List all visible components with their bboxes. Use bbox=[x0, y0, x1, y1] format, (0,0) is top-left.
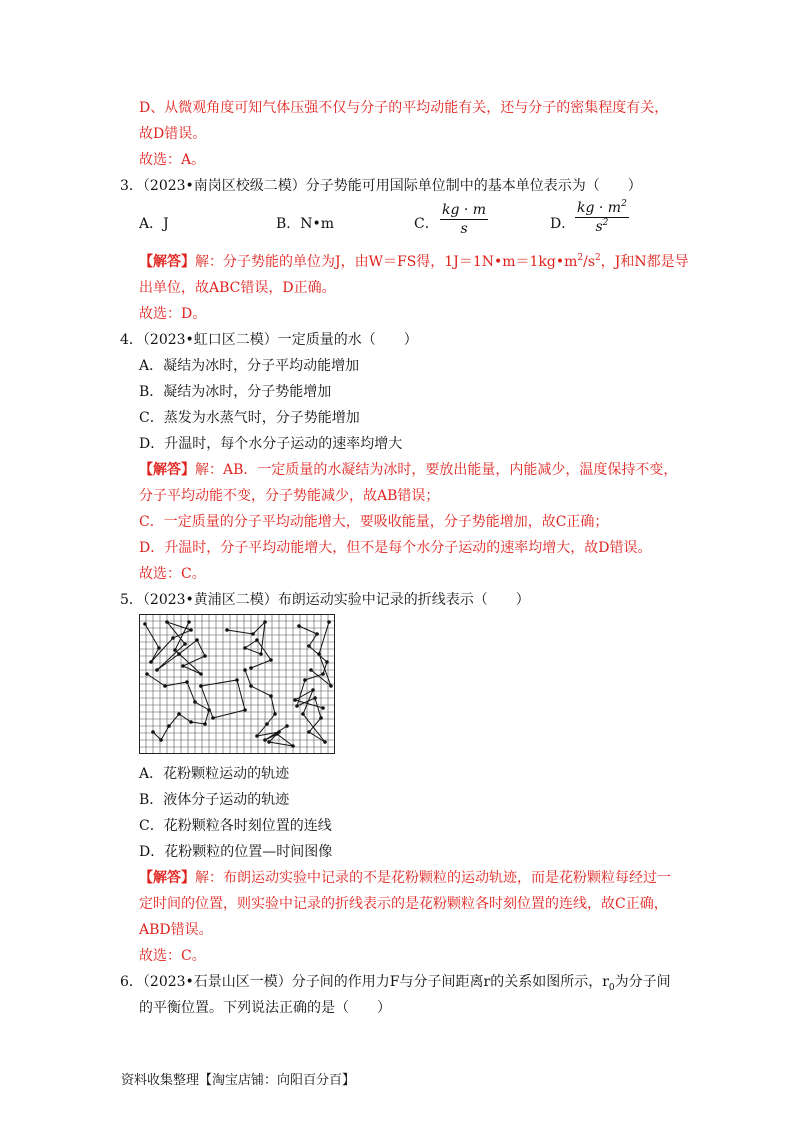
position-dot bbox=[145, 672, 149, 676]
position-dot bbox=[243, 708, 247, 712]
position-dot bbox=[177, 652, 181, 656]
position-dot bbox=[323, 740, 327, 744]
q4-option-c: C．蒸发为水蒸气时，分子势能增加 bbox=[139, 410, 360, 426]
q3-answer-mid: /s bbox=[583, 254, 596, 270]
q6-stem-line1 bbox=[120, 972, 671, 998]
q3-option-d-denominator: s bbox=[595, 219, 603, 235]
q3-answer-sup2: 2 bbox=[595, 253, 601, 263]
position-dot bbox=[171, 636, 175, 640]
q4-option-a: A．凝结为冰时，分子平均动能增加 bbox=[139, 358, 360, 374]
q4-answer-line2: 分子平均动能不变，分子势能减少，故AB错误； bbox=[139, 488, 440, 504]
q3-answer-sup1: 2 bbox=[577, 253, 584, 263]
q5-stem: 5．（2023•黄浦区二模）布朗运动实验中记录的折线表示（ ） bbox=[120, 592, 530, 608]
prev-option-d-line1: D、从微观角度可知气体压强不仅与分子的平均动能有关，还与分子的密集程度有关， bbox=[139, 100, 669, 116]
q4-answer-line1 bbox=[139, 460, 677, 480]
q5-answer: 故选：C。 bbox=[139, 948, 206, 964]
position-dot bbox=[263, 620, 267, 624]
position-dot bbox=[321, 672, 325, 676]
position-dot bbox=[265, 722, 269, 726]
q4-answer-line4: D．升温时，分子平均动能增大，但不是每个水分子运动的速率均增大，故D错误。 bbox=[139, 540, 652, 556]
position-dot bbox=[157, 646, 161, 650]
position-dot bbox=[235, 678, 239, 682]
position-dot bbox=[203, 722, 207, 726]
position-dot bbox=[291, 744, 295, 748]
q3-option-d-fraction bbox=[575, 200, 629, 235]
position-dot bbox=[297, 624, 301, 628]
q6-stem-line2: 的平衡位置。下列说法正确的是（ ） bbox=[139, 1000, 391, 1016]
q4-answer: 故选：C。 bbox=[139, 566, 206, 582]
position-dot bbox=[317, 652, 321, 656]
prev-answer: 故选：A。 bbox=[139, 152, 206, 168]
q5-answer-line2: 定时间的位置，则实验中记录的折线表示的是花粉颗粒各时刻位置的连线，故C正确， bbox=[139, 896, 668, 912]
q4-answer-line3: C．一定质量的分子平均动能增大，要吸收能量，分子势能增加，故C正确； bbox=[139, 514, 609, 530]
position-dot bbox=[199, 684, 203, 688]
position-dot bbox=[173, 648, 177, 652]
q3-option-c-denominator: s bbox=[460, 221, 468, 237]
q5-answer-line1 bbox=[139, 868, 671, 888]
q4-option-b: B．凝结为冰时，分子势能增加 bbox=[139, 384, 332, 400]
position-dot bbox=[249, 684, 253, 688]
position-dot bbox=[187, 620, 191, 624]
q3-option-a: A．J bbox=[139, 216, 169, 232]
position-dot bbox=[267, 740, 271, 744]
position-dot bbox=[181, 664, 185, 668]
position-dot bbox=[319, 716, 323, 720]
position-dot bbox=[203, 654, 207, 658]
q3-option-b: B．N•m bbox=[276, 216, 335, 232]
position-dot bbox=[321, 706, 325, 710]
position-dot bbox=[159, 738, 163, 742]
q5-option-d: D．花粉颗粒的位置—时间图像 bbox=[139, 844, 333, 860]
q3-answer-end: ，J和N都是导 bbox=[600, 254, 689, 270]
q3-answer-line1 bbox=[139, 252, 689, 272]
position-dot bbox=[273, 712, 277, 716]
position-dot bbox=[263, 738, 267, 742]
position-dot bbox=[311, 688, 315, 692]
position-dot bbox=[275, 732, 279, 736]
q3-option-c-fraction bbox=[440, 202, 488, 237]
position-dot bbox=[189, 628, 193, 632]
q3-option-c-label: C． bbox=[414, 216, 439, 232]
position-dot bbox=[155, 668, 159, 672]
position-dot bbox=[313, 696, 317, 700]
position-dot bbox=[151, 730, 155, 734]
position-dot bbox=[303, 678, 307, 682]
q5-answer-tag: 【解答】 bbox=[139, 870, 195, 886]
position-dot bbox=[149, 660, 153, 664]
footer-source: 资料收集整理【淘宝店铺：向阳百分百】 bbox=[121, 1073, 356, 1088]
position-dot bbox=[307, 730, 311, 734]
q3-option-d-denominator-exp: 2 bbox=[602, 218, 609, 228]
q3-option-d-numerator: kg · m bbox=[577, 200, 622, 216]
q5-option-a: A．花粉颗粒运动的轨迹 bbox=[139, 766, 290, 782]
position-dot bbox=[269, 694, 273, 698]
q5-answer-text1: 解：布朗运动实验中记录的不是花粉颗粒的运动轨迹，而是花粉颗粒每经过一 bbox=[195, 870, 671, 886]
position-dot bbox=[207, 708, 211, 712]
q4-answer-tag: 【解答】 bbox=[139, 462, 195, 478]
position-dot bbox=[189, 720, 193, 724]
position-dot bbox=[193, 700, 197, 704]
position-dot bbox=[211, 716, 215, 720]
q3-option-d-numerator-exp: 2 bbox=[621, 199, 627, 209]
q3-answer-text1: 解：分子势能的单位为J，由W＝FS得，1J＝1N•m＝1kg•m bbox=[195, 254, 578, 270]
q6-stem-text2: 为分子间 bbox=[614, 974, 671, 990]
position-dot bbox=[309, 668, 313, 672]
position-dot bbox=[293, 698, 297, 702]
position-dot bbox=[315, 632, 319, 636]
position-dot bbox=[285, 724, 289, 728]
q3-answer: 故选：D。 bbox=[139, 306, 207, 322]
q3-option-c-numerator: kg · m bbox=[442, 202, 487, 218]
position-dot bbox=[295, 704, 299, 708]
position-dot bbox=[301, 712, 305, 716]
q5-option-b: B．液体分子运动的轨迹 bbox=[139, 792, 290, 808]
position-dot bbox=[251, 632, 255, 636]
position-dot bbox=[327, 620, 331, 624]
q6-stem-text1: 6．（2023•石景山区一模）分子间的作用力F与分子间距离r的关系如图所示，r bbox=[120, 974, 609, 990]
prev-option-d-line2: 故D错误。 bbox=[139, 126, 207, 142]
position-dot bbox=[177, 712, 181, 716]
position-dot bbox=[255, 734, 259, 738]
q3-answer-line2: 出单位，故ABC错误，D正确。 bbox=[139, 280, 336, 296]
q6-stem-sub: 0 bbox=[608, 982, 615, 993]
brownian-motion-grid-figure bbox=[139, 614, 335, 754]
q4-answer-text1: 解：AB．一定质量的水凝结为冰时，要放出能量，内能减少，温度保持不变， bbox=[195, 462, 678, 478]
position-dot bbox=[325, 660, 329, 664]
position-dot bbox=[249, 666, 253, 670]
q4-stem: 4．（2023•虹口区二模）一定质量的水（ ） bbox=[120, 332, 418, 348]
position-dot bbox=[183, 642, 187, 646]
position-dot bbox=[167, 724, 171, 728]
position-dot bbox=[259, 652, 263, 656]
q3-stem: 3．（2023•南岗区校级二模）分子势能可用国际单位制中的基本单位表示为（ ） bbox=[120, 178, 642, 194]
position-dot bbox=[185, 680, 189, 684]
position-dot bbox=[255, 638, 259, 642]
q3-answer-tag: 【解答】 bbox=[139, 254, 195, 270]
trajectory-line-4 bbox=[227, 622, 271, 668]
q3-option-d-label: D． bbox=[550, 216, 576, 232]
trajectory-line-1 bbox=[145, 622, 205, 674]
position-dot bbox=[243, 668, 247, 672]
q5-option-c: C．花粉颗粒各时刻位置的连线 bbox=[139, 818, 332, 834]
position-dot bbox=[225, 628, 229, 632]
position-dot bbox=[163, 684, 167, 688]
position-dot bbox=[165, 620, 169, 624]
q4-option-d: D．升温时，每个水分子运动的速率均增大 bbox=[139, 436, 403, 452]
position-dot bbox=[307, 644, 311, 648]
position-dot bbox=[243, 646, 247, 650]
position-dot bbox=[195, 638, 199, 642]
position-dot bbox=[329, 684, 333, 688]
position-dot bbox=[269, 658, 273, 662]
position-dot bbox=[143, 622, 147, 626]
position-dot bbox=[199, 672, 203, 676]
q5-answer-line3: ABD错误。 bbox=[139, 922, 213, 938]
